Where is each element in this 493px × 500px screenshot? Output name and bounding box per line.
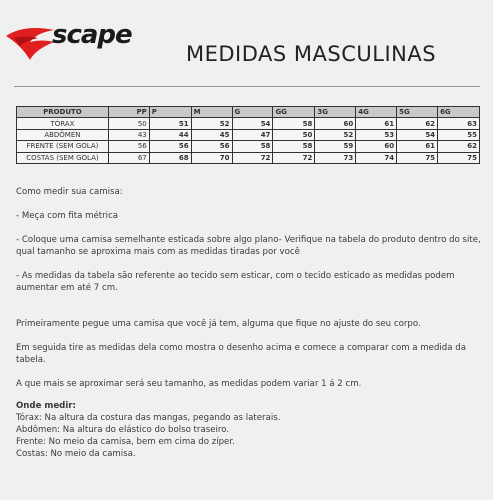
step-text: - Meça com fita métrica — [16, 211, 119, 221]
table-cell: 61 — [356, 118, 397, 129]
table-cell: 59 — [315, 141, 356, 152]
where-heading: Onde medir: — [16, 401, 76, 411]
header-divider — [14, 86, 480, 87]
table-cell: 61 — [397, 141, 438, 152]
table-row — [17, 152, 480, 163]
table-cell: 51 — [149, 118, 191, 129]
table-cell: TÓRAX — [17, 118, 109, 129]
column-header: 5G — [397, 107, 438, 118]
table-cell: 43 — [108, 129, 149, 140]
how-to-heading: Como medir sua camisa: — [16, 187, 123, 197]
step-text: - As medidas da tabela são referente ao tecido sem esticar, com o tecido esticado as medidas podem aumentar em até 7 cm. — [16, 271, 455, 293]
size-table — [16, 106, 480, 164]
table-cell: 63 — [438, 118, 480, 129]
column-header: 4G — [356, 107, 397, 118]
table-cell: 75 — [397, 152, 438, 163]
table-cell: 56 — [149, 141, 191, 152]
page-title: MEDIDAS MASCULINAS — [186, 42, 437, 66]
table-cell: 68 — [149, 152, 191, 163]
column-header: M — [191, 107, 232, 118]
table-cell: COSTAS (SEM GOLA) — [17, 152, 109, 163]
where-line: Abdômen: Na altura do elástico do bolso traseiro. — [16, 425, 230, 435]
table-cell: 60 — [356, 141, 397, 152]
table-cell: 75 — [438, 152, 480, 163]
table-cell: FRENTE (SEM GOLA) — [17, 141, 109, 152]
table-cell: 55 — [438, 129, 480, 140]
where-line: Frente: No meio da camisa, bem em cima do zíper. — [16, 437, 235, 447]
column-header: G — [232, 107, 273, 118]
brand-name: scape — [52, 20, 132, 50]
table-cell: 58 — [273, 141, 315, 152]
table-row — [17, 118, 480, 129]
table-cell: 70 — [191, 152, 232, 163]
table-cell: 67 — [108, 152, 149, 163]
paragraph: Primeiramente pegue uma camisa que você já tem, alguma que fique no ajuste do seu corpo. — [16, 319, 421, 329]
column-header: 6G — [438, 107, 480, 118]
where-line: Tórax: Na altura da costura das mangas, pegando as laterais. — [16, 413, 281, 423]
table-cell: 74 — [356, 152, 397, 163]
table-cell: 73 — [315, 152, 356, 163]
table-row — [17, 129, 480, 140]
table-cell: 56 — [191, 141, 232, 152]
step-text: - Coloque uma camisa semelhante esticada sobre algo plano- Verifique na tabela do produto dentro do site, qual tamanho se aproxima mais com as medidas tiradas por você — [16, 235, 481, 257]
table-cell: 72 — [232, 152, 273, 163]
column-header: 3G — [315, 107, 356, 118]
table-cell: 62 — [438, 141, 480, 152]
table-cell: 58 — [273, 118, 315, 129]
column-header: GG — [273, 107, 315, 118]
table-row — [17, 141, 480, 152]
table-cell: 62 — [397, 118, 438, 129]
table-cell: 54 — [397, 129, 438, 140]
table-cell: 54 — [232, 118, 273, 129]
table-cell: 52 — [191, 118, 232, 129]
table-cell: 72 — [273, 152, 315, 163]
table-cell: 50 — [273, 129, 315, 140]
paragraph: A que mais se aproximar será seu tamanho, as medidas podem variar 1 á 2 cm. — [16, 379, 362, 389]
column-header: PP — [108, 107, 149, 118]
table-cell: 52 — [315, 129, 356, 140]
table-header-row — [17, 107, 480, 118]
table-cell: 45 — [191, 129, 232, 140]
header — [0, 0, 493, 90]
where-line: Costas: No meio da camisa. — [16, 449, 136, 459]
column-header: P — [149, 107, 191, 118]
instructions — [16, 186, 486, 460]
table-cell: 53 — [356, 129, 397, 140]
paragraph: Em seguida tire as medidas dela como mostra o desenho acima e comece a comparar com a medida da tabela. — [16, 343, 466, 365]
table-cell: 50 — [108, 118, 149, 129]
table-cell: 56 — [108, 141, 149, 152]
table-cell: 47 — [232, 129, 273, 140]
table-cell: 58 — [232, 141, 273, 152]
table-cell: 60 — [315, 118, 356, 129]
column-header: PRODUTO — [17, 107, 109, 118]
table-cell: 44 — [149, 129, 191, 140]
table-cell: ABDÔMEN — [17, 129, 109, 140]
